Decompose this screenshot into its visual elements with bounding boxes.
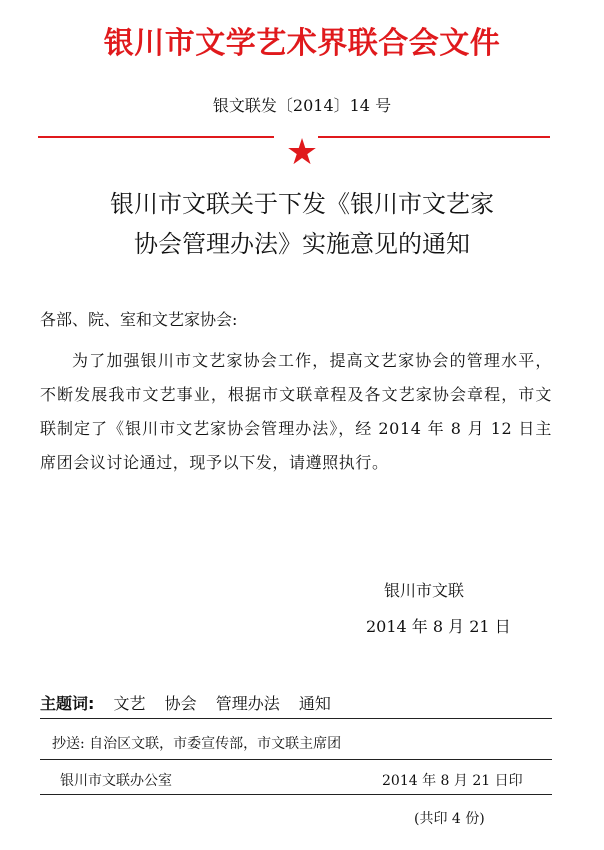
red-divider-right <box>318 136 550 138</box>
salutation: 各部、院、室和文艺家协会: <box>40 310 238 329</box>
body-paragraph: 为了加强银川市文艺家协会工作，提高文艺家协会的管理水平，不断发展我市文艺事业，根据市文联章程及各文艺家协会章程，市文联制定了《银川市文艺家协会管理办法》，经 2014 年 8 月 12 日主席团会议讨论通过，现予以下发，请遵照执行。 <box>40 351 552 472</box>
keyword: 文艺 <box>113 694 146 713</box>
print-date: 2014 年 8 月 21 日印 <box>382 773 523 789</box>
notice-title-line-2: 协会管理办法》实施意见的通知 <box>134 230 470 258</box>
keyword: 通知 <box>298 694 331 713</box>
notice-title <box>0 184 604 264</box>
subject-keywords <box>40 691 331 714</box>
document-header-title: 银川市文学艺术界联合会文件 <box>103 26 501 61</box>
keywords-label: 主题词: <box>40 694 95 713</box>
notice-title-line-1: 银川市文联关于下发《银川市文艺家 <box>110 190 494 218</box>
signature-date: 2014 年 8 月 21 日 <box>366 617 511 636</box>
footer-divider <box>40 794 552 795</box>
signature-org: 银川市文联 <box>384 581 465 600</box>
issuing-office: 银川市文联办公室 <box>60 773 172 789</box>
red-star-icon: ★ <box>285 132 319 173</box>
keyword: 管理办法 <box>215 694 280 713</box>
footer-divider <box>40 718 552 719</box>
footer-divider <box>40 759 552 760</box>
document-number: 银文联发〔2014〕14 号 <box>212 96 392 115</box>
copy-count: (共印 4 份) <box>414 811 485 827</box>
keyword: 协会 <box>164 694 197 713</box>
cc-list: 抄送: 自治区文联，市委宣传部，市文联主席团 <box>52 736 342 752</box>
